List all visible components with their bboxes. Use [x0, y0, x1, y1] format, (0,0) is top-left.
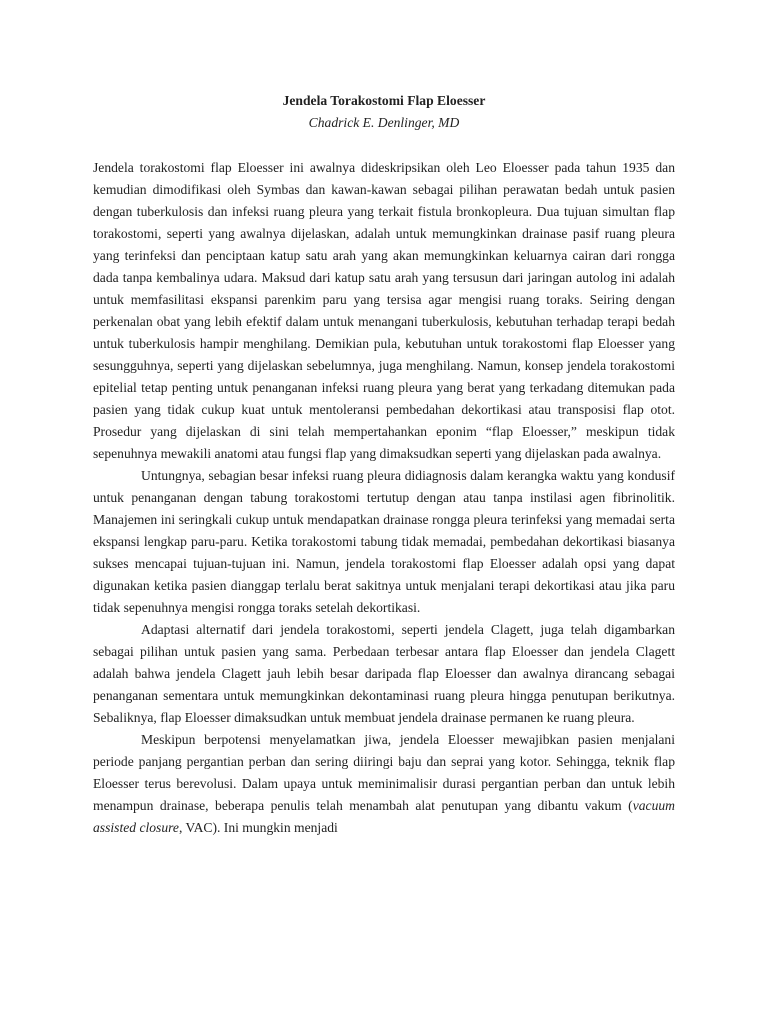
paragraph-3: Adaptasi alternatif dari jendela torakostomi, seperti jendela Clagett, juga telah digambarkan sebagai pilihan untuk pasien yang sama. Perbedaan terbesar antara flap Eloesser dan jendela Clagett adalah bahwa jendela Clagett jauh lebih besar daripada flap Eloesser dan awalnya dirancang sebagai penanganan sementara untuk memungkinkan dekontaminasi ruang pleura hingga penutupan berikutnya. Sebaliknya, flap Eloesser dimaksudkan untuk membuat jendela drainase permanen ke ruang pleura. — [93, 622, 675, 725]
document-author: Chadrick E. Denlinger, MD — [308, 115, 460, 130]
paragraph-4-text-end: , VAC). Ini mungkin menjadi — [178, 820, 338, 835]
paragraph-4-italic-term: vacuum assisted closure — [93, 798, 675, 835]
document-page — [93, 90, 675, 839]
document-title: Jendela Torakostomi Flap Eloesser — [282, 93, 486, 108]
paragraph-2: Untungnya, sebagian besar infeksi ruang pleura didiagnosis dalam kerangka waktu yang kondusif untuk penanganan dengan tabung torakostomi tertutup dengan atau tanpa instilasi agen fibrinolitik. Manajemen ini seringkali cukup untuk mendapatkan drainase rongga pleura terinfeksi yang memadai serta ekspansi lengkap paru-paru. Ketika torakostomi tabung tidak memadai, pembedahan dekortikasi biasanya sukses mencapai tujuan-tujuan ini. Namun, jendela torakostomi flap Eloesser adalah opsi yang dapat digunakan ketika pasien dianggap terlalu berat sakitnya untuk menjalani terapi dekortikasi atau jika paru tidak sepenuhnya mengisi rongga toraks setelah dekortikasi. — [93, 468, 675, 615]
paragraph-4 — [93, 729, 675, 839]
paragraph-4-text-start: Meskipun berpotensi menyelamatkan jiwa, jendela Eloesser mewajibkan pasien menjalani periode panjang pergantian perban dan sering diiringi baju dan seprai yang kotor. Sehingga, teknik flap Eloesser terus berevolusi. Dalam upaya untuk meminimalisir durasi pergantian perban dan untuk lebih menampun drainase, beberapa penulis telah menambah alat penutupan yang dibantu vakum ( — [93, 732, 675, 813]
paragraph-1: Jendela torakostomi flap Eloesser ini awalnya dideskripsikan oleh Leo Eloesser pada tahun 1935 dan kemudian dimodifikasi oleh Symbas dan kawan-kawan sebagai pilihan perawatan bedah untuk pasien dengan tuberkulosis dan infeksi ruang pleura yang terkait fistula bronkopleura. Dua tujuan simultan flap torakostomi, seperti yang awalnya dijelaskan, adalah untuk memungkinkan drainase pasif ruang pleura yang terinfeksi dan penciptaan katup satu arah yang akan memungkinkan keluarnya cairan dari rongga dada tanpa kembalinya udara. Maksud dari katup satu arah yang tersusun dari jaringan autolog ini adalah untuk memfasilitasi ekspansi parenkim paru yang tersisa agar mengisi ruang toraks. Seiring dengan perkenalan obat yang lebih efektif dalam untuk menangani tuberkulosis, kebutuhan terhadap terapi bedah untuk tuberkulosis hampir menghilang. Demikian pula, kebutuhan untuk torakostomi flap Eloesser yang sesungguhnya, seperti yang dijelaskan sebelumnya, juga menghilang. Namun, konsep jendela torakostomi epitelial tetap penting untuk penanganan infeksi ruang pleura yang berat yang terkadang ditemukan pada pasien yang tidak cukup kuat untuk mentoleransi pembedahan dekortikasi atau transposisi flap otot. Prosedur yang dijelaskan di sini telah mempertahankan eponim “flap Eloesser,” meskipun tidak sepenuhnya mewakili anatomi atau fungsi flap yang dimaksudkan seperti yang dijelaskan pada awalnya. — [93, 160, 675, 461]
